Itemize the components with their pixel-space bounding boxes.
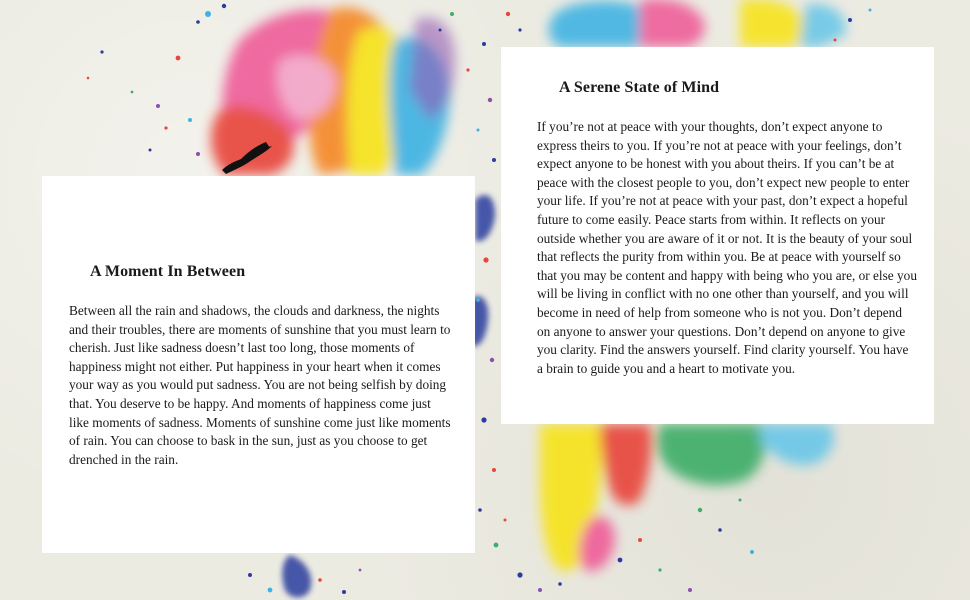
card-body-text: If you’re not at peace with your thoughts, don’t expect anyone to express theirs to you. If you’re not at peace with your feelings, don’t expect anyone to be honest with you about theirs. If you can’t be at peace with the closest people to you, don’t expect new people to enter your life. If you’re not at peace with your past, don’t expect a hopeful future to come easily. Peace starts from within. It reflects on your outside whether you are aware of it or not. It is the beauty of your soul that reflects the purity from within you. Be at peace with yourself so that you may be content and happy with being who you are, or else you will be living in conflict with no one other than yourself, and you will become in need of help from someone who is not you. Don’t depend on anyone to answer your questions. Don’t depend on anyone to give you clarity. Find the answers yourself. Find clarity yourself. You have a brain to guide you and a heart to motivate you. [537, 119, 917, 376]
card-body-text: Between all the rain and shadows, the clouds and darkness, the nights and their troubles, there are moments of sunshine that you must learn to cherish. Just like sadness doesn’t last too long, those moments of happiness might not either. Put happiness in your heart when it comes your way as you would put sadness. You are not being selfish by doing that. You deserve to be happy. And moments of happiness come just like moments of sadness. Moments of sunshine come just like moments of rain. You can choose to bask in the sun, just as you choose to get drenched in the rain. [69, 303, 451, 467]
card-title: A Serene State of Mind [559, 79, 720, 96]
card-title: A Moment In Between [90, 263, 246, 280]
card-a-moment-in-between [42, 176, 475, 553]
bottom-center-splash [540, 424, 834, 571]
card-a-serene-state-of-mind [501, 47, 934, 424]
top-left-splash [211, 7, 455, 175]
top-right-splash [549, 0, 846, 47]
